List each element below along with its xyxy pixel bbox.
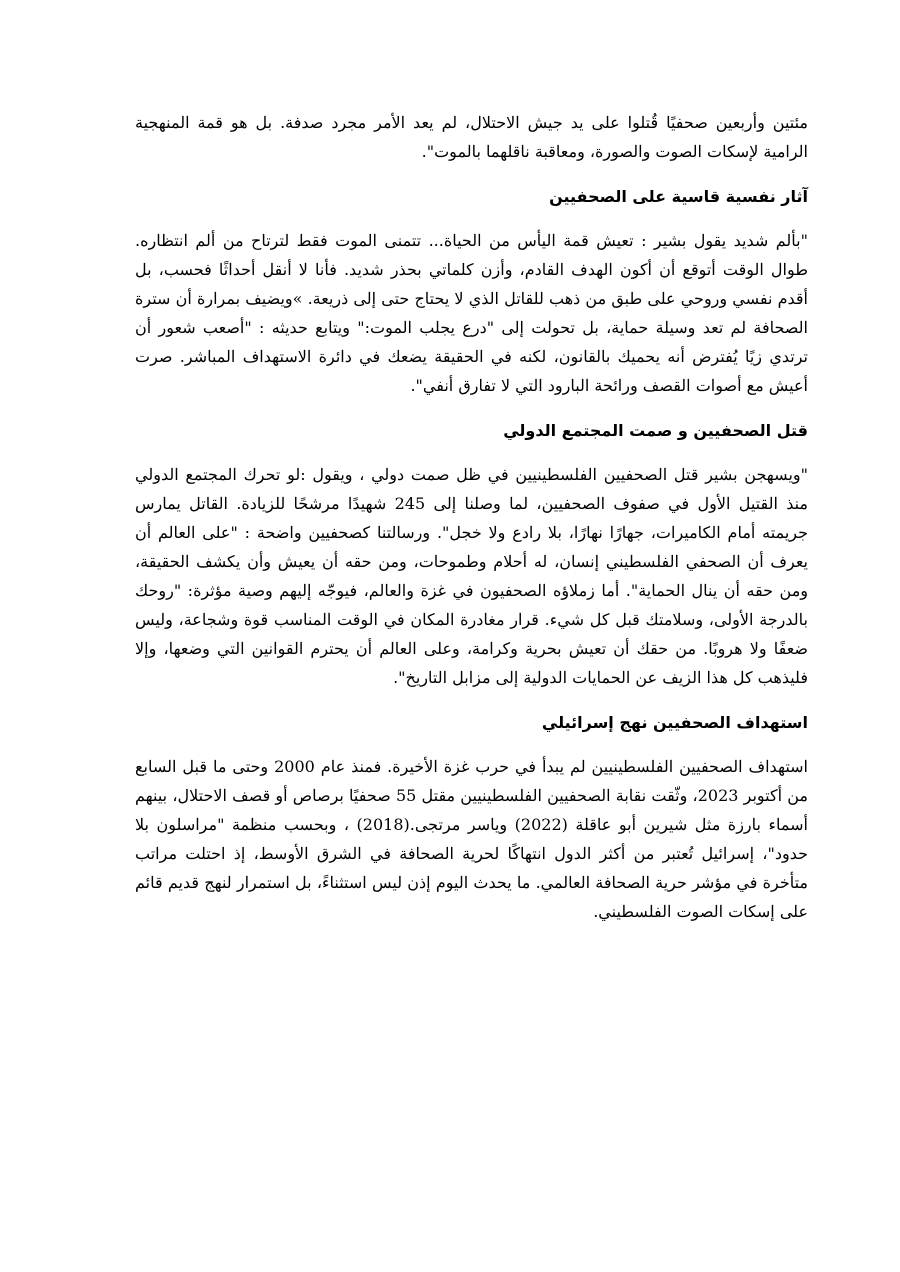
document-page [135,108,808,926]
section-paragraph: "ويسهجن بشير قتل الصحفيين الفلسطينيين في ظل صمت دولي ، ويقول :لو تحرك المجتمع الدولي منذ القتيل الأول في صفوف الصحفيين، لما وصلنا إلى 245 شهيدًا مرشحًا للزيادة. القاتل يمارس جريمته أمام الكاميرات، جهارًا نهارًا، بلا رادع ولا خجل". ورسالتنا كصحفيين واضحة : "على العالم أن يعرف أن الصحفي الفلسطيني إنسان، له أحلام وطموحات، ومن حقه أن يعيش وأن يكشف الحقيقة، ومن حقه أن ينال الحماية". أما زملاؤه الصحفيون في غزة والعالم، فيوجّه إليهم وصية مؤثرة: "روحك بالدرجة الأولى، وسلامتك قبل كل شيء. قرار مغادرة المكان في الوقت المناسب قوة وشجاعة، وليس ضعفًا ولا هروبًا. من حقك أن تعيش بحرية وكرامة، وعلى العالم أن يحترم القوانين التي وضعها، وإلا فليذهب كل هذا الزيف عن الحمايات الدولية إلى مزابل التاريخ". [135,465,808,687]
section-israeli-approach [135,712,808,926]
section-paragraph: "بألم شديد يقول بشير : تعيش قمة اليأس من الحياة... تتمنى الموت فقط لترتاح من ألم انتظاره. طوال الوقت أتوقع أن أكون الهدف القادم، وأزن كلماتي بحذر شديد. فأنا لا أنقل أحداثًا فحسب، بل أقدم نفسي وروحي على طبق من ذهب للقاتل الذي لا يحتاج حتى إلى ذريعة. »ويضيف بمرارة أن سترة الصحافة لم تعد وسيلة حماية، بل تحولت إلى "درع يجلب الموت:" ويتابع حديثه : "أصعب شعور أن ترتدي زيًا يُفترض أنه يحميك بالقانون، لكنه في الحقيقة يضعك في دائرة الاستهداف المباشر. صرت أعيش مع أصوات القصف ورائحة البارود التي لا تفارق أنفي". [135,231,808,395]
section-international-silence [135,420,808,692]
section-heading: استهداف الصحفيين نهج إسرائيلي [541,713,808,732]
section-heading: قتل الصحفيين و صمت المجتمع الدولي [503,421,808,440]
section-psychological-effects [135,186,808,400]
intro-paragraph: مئتين وأربعين صحفيًا قُتلوا على يد جيش الاحتلال، لم يعد الأمر مجرد صدفة. بل هو قمة المنهجية الرامية لإسكات الصوت والصورة، ومعاقبة ناقلهما بالموت". [135,113,808,161]
section-paragraph: استهداف الصحفيين الفلسطينيين لم يبدأ في حرب غزة الأخيرة. فمنذ عام 2000 وحتى ما قبل السابع من أكتوبر 2023، وثّقت نقابة الصحفيين الفلسطينيين مقتل 55 صحفيًا برصاص أو قصف الاحتلال، بينهم أسماء بارزة مثل شيرين أبو عاقلة (2022) وياسر مرتجى.(2018) ، وبحسب منظمة "مراسلون بلا حدود"، إسرائيل تُعتبر من أكثر الدول انتهاكًا لحرية الصحافة في الشرق الأوسط، إذ احتلت مراتب متأخرة في مؤشر حرية الصحافة العالمي. ما يحدث اليوم إذن ليس استثناءً، بل استمرار لنهج قديم قائم على إسكات الصوت الفلسطيني. [135,757,809,921]
section-heading: آثار نفسية قاسية على الصحفيين [549,187,808,206]
